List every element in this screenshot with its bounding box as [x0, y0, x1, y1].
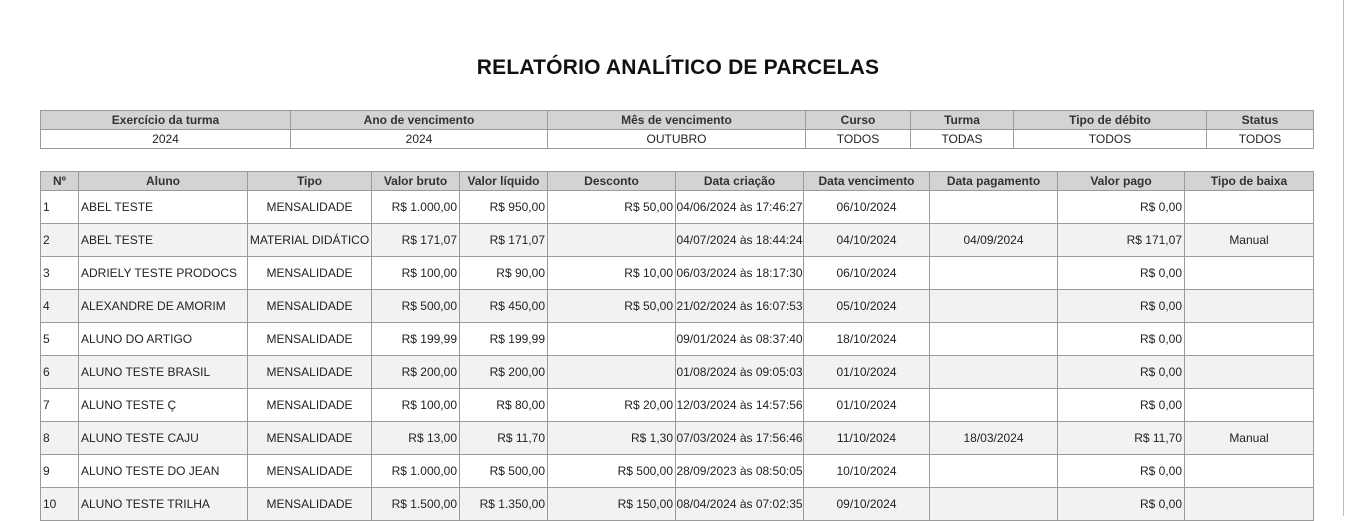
cell-tipo: MENSALIDADE [248, 488, 372, 521]
column-header-numero: Nº [41, 172, 79, 191]
filters-header-row [41, 111, 1314, 130]
cell-valor-liquido: R$ 171,07 [460, 224, 548, 257]
cell-tipo: MENSALIDADE [248, 422, 372, 455]
cell-numero: 5 [41, 323, 79, 356]
filter-value-ano: 2024 [291, 130, 548, 149]
table-row [41, 422, 1314, 455]
cell-numero: 3 [41, 257, 79, 290]
filter-header-ano: Ano de vencimento [291, 111, 548, 130]
column-header-desconto: Desconto [548, 172, 676, 191]
column-header-tipo-baixa: Tipo de baixa [1185, 172, 1314, 191]
cell-valor-bruto: R$ 100,00 [372, 389, 460, 422]
filter-header-exercicio: Exercício da turma [41, 111, 291, 130]
cell-tipo: MENSALIDADE [248, 290, 372, 323]
cell-aluno: ALUNO TESTE Ç [79, 389, 248, 422]
cell-data-criacao: 28/09/2023 às 08:50:05 [676, 455, 804, 488]
report-body [41, 191, 1314, 521]
cell-numero: 6 [41, 356, 79, 389]
cell-valor-pago: R$ 0,00 [1058, 488, 1185, 521]
cell-tipo: MENSALIDADE [248, 389, 372, 422]
cell-desconto: R$ 150,00 [548, 488, 676, 521]
cell-data-criacao: 06/03/2024 às 18:17:30 [676, 257, 804, 290]
table-row [41, 290, 1314, 323]
cell-desconto [548, 323, 676, 356]
cell-tipo-baixa: Manual [1185, 224, 1314, 257]
filter-value-curso: TODOS [806, 130, 911, 149]
cell-tipo: MENSALIDADE [248, 356, 372, 389]
table-row [41, 191, 1314, 224]
cell-data-criacao: 12/03/2024 às 14:57:56 [676, 389, 804, 422]
cell-valor-bruto: R$ 1.500,00 [372, 488, 460, 521]
cell-valor-pago: R$ 0,00 [1058, 257, 1185, 290]
cell-tipo-baixa [1185, 389, 1314, 422]
cell-valor-liquido: R$ 200,00 [460, 356, 548, 389]
cell-data-criacao: 09/01/2024 às 08:37:40 [676, 323, 804, 356]
cell-numero: 7 [41, 389, 79, 422]
cell-valor-pago: R$ 0,00 [1058, 191, 1185, 224]
cell-aluno: ALEXANDRE DE AMORIM [79, 290, 248, 323]
report-table [40, 171, 1314, 521]
cell-valor-bruto: R$ 13,00 [372, 422, 460, 455]
cell-tipo: MATERIAL DIDÁTICO [248, 224, 372, 257]
cell-valor-liquido: R$ 500,00 [460, 455, 548, 488]
cell-tipo: MENSALIDADE [248, 323, 372, 356]
filters-table [40, 110, 1314, 149]
column-header-aluno: Aluno [79, 172, 248, 191]
cell-valor-bruto: R$ 100,00 [372, 257, 460, 290]
cell-valor-bruto: R$ 200,00 [372, 356, 460, 389]
cell-valor-liquido: R$ 199,99 [460, 323, 548, 356]
cell-valor-pago: R$ 0,00 [1058, 389, 1185, 422]
cell-desconto: R$ 10,00 [548, 257, 676, 290]
cell-aluno: ALUNO TESTE DO JEAN [79, 455, 248, 488]
cell-desconto: R$ 500,00 [548, 455, 676, 488]
cell-data-criacao: 08/04/2024 às 07:02:35 [676, 488, 804, 521]
cell-tipo-baixa [1185, 191, 1314, 224]
cell-tipo: MENSALIDADE [248, 191, 372, 224]
filter-header-tipo-debito: Tipo de débito [1014, 111, 1207, 130]
column-header-data-vencimento: Data vencimento [804, 172, 930, 191]
column-header-tipo: Tipo [248, 172, 372, 191]
cell-desconto: R$ 50,00 [548, 191, 676, 224]
cell-desconto [548, 224, 676, 257]
column-header-valor-bruto: Valor bruto [372, 172, 460, 191]
cell-tipo-baixa [1185, 323, 1314, 356]
table-row [41, 224, 1314, 257]
filter-value-tipo-debito: TODOS [1014, 130, 1207, 149]
cell-desconto: R$ 50,00 [548, 290, 676, 323]
cell-data-pagamento: 04/09/2024 [930, 224, 1058, 257]
filter-header-turma: Turma [911, 111, 1014, 130]
cell-aluno: ABEL TESTE [79, 224, 248, 257]
cell-data-criacao: 04/07/2024 às 18:44:24 [676, 224, 804, 257]
cell-tipo: MENSALIDADE [248, 455, 372, 488]
cell-data-criacao: 04/06/2024 às 17:46:27 [676, 191, 804, 224]
cell-valor-liquido: R$ 90,00 [460, 257, 548, 290]
cell-tipo-baixa [1185, 257, 1314, 290]
cell-valor-bruto: R$ 1.000,00 [372, 455, 460, 488]
filter-value-exercicio: 2024 [41, 130, 291, 149]
cell-valor-liquido: R$ 80,00 [460, 389, 548, 422]
table-row [41, 389, 1314, 422]
cell-valor-pago: R$ 171,07 [1058, 224, 1185, 257]
cell-data-criacao: 21/02/2024 às 16:07:53 [676, 290, 804, 323]
cell-valor-bruto: R$ 171,07 [372, 224, 460, 257]
filter-header-curso: Curso [806, 111, 911, 130]
cell-desconto [548, 356, 676, 389]
cell-data-vencimento: 11/10/2024 [804, 422, 930, 455]
cell-valor-pago: R$ 0,00 [1058, 455, 1185, 488]
filter-header-mes: Mês de vencimento [548, 111, 806, 130]
cell-data-vencimento: 09/10/2024 [804, 488, 930, 521]
cell-data-vencimento: 06/10/2024 [804, 191, 930, 224]
cell-data-pagamento: 18/03/2024 [930, 422, 1058, 455]
filter-value-status: TODOS [1207, 130, 1314, 149]
filter-header-status: Status [1207, 111, 1314, 130]
cell-tipo-baixa [1185, 356, 1314, 389]
cell-data-vencimento: 01/10/2024 [804, 389, 930, 422]
filter-value-mes: OUTUBRO [548, 130, 806, 149]
report-header-row [41, 172, 1314, 191]
cell-desconto: R$ 1,30 [548, 422, 676, 455]
cell-data-vencimento: 01/10/2024 [804, 356, 930, 389]
cell-data-pagamento [930, 323, 1058, 356]
column-header-valor-liquido: Valor líquido [460, 172, 548, 191]
cell-valor-pago: R$ 0,00 [1058, 323, 1185, 356]
page-title: RELATÓRIO ANALÍTICO DE PARCELAS [476, 56, 880, 79]
cell-data-vencimento: 05/10/2024 [804, 290, 930, 323]
cell-valor-bruto: R$ 199,99 [372, 323, 460, 356]
cell-data-pagamento [930, 389, 1058, 422]
cell-valor-pago: R$ 0,00 [1058, 290, 1185, 323]
column-header-data-criacao: Data criação [676, 172, 804, 191]
cell-data-pagamento [930, 290, 1058, 323]
cell-aluno: ALUNO DO ARTIGO [79, 323, 248, 356]
cell-data-pagamento [930, 191, 1058, 224]
cell-data-vencimento: 04/10/2024 [804, 224, 930, 257]
cell-data-pagamento [930, 455, 1058, 488]
cell-tipo: MENSALIDADE [248, 257, 372, 290]
cell-data-criacao: 01/08/2024 às 09:05:03 [676, 356, 804, 389]
cell-data-pagamento [930, 257, 1058, 290]
cell-valor-liquido: R$ 1.350,00 [460, 488, 548, 521]
cell-valor-bruto: R$ 1.000,00 [372, 191, 460, 224]
cell-aluno: ADRIELY TESTE PRODOCS [79, 257, 248, 290]
filter-value-turma: TODAS [911, 130, 1014, 149]
cell-desconto: R$ 20,00 [548, 389, 676, 422]
table-row [41, 257, 1314, 290]
cell-numero: 8 [41, 422, 79, 455]
table-row [41, 356, 1314, 389]
cell-numero: 9 [41, 455, 79, 488]
cell-data-vencimento: 10/10/2024 [804, 455, 930, 488]
cell-tipo-baixa [1185, 290, 1314, 323]
cell-data-criacao: 07/03/2024 às 17:56:46 [676, 422, 804, 455]
cell-valor-pago: R$ 0,00 [1058, 356, 1185, 389]
cell-tipo-baixa: Manual [1185, 422, 1314, 455]
table-row [41, 323, 1314, 356]
cell-numero: 4 [41, 290, 79, 323]
cell-numero: 2 [41, 224, 79, 257]
cell-aluno: ABEL TESTE [79, 191, 248, 224]
column-header-data-pagamento: Data pagamento [930, 172, 1058, 191]
cell-valor-bruto: R$ 500,00 [372, 290, 460, 323]
cell-tipo-baixa [1185, 455, 1314, 488]
cell-data-pagamento [930, 356, 1058, 389]
filters-value-row [41, 130, 1314, 149]
cell-data-vencimento: 18/10/2024 [804, 323, 930, 356]
cell-valor-liquido: R$ 11,70 [460, 422, 548, 455]
cell-valor-liquido: R$ 450,00 [460, 290, 548, 323]
cell-valor-liquido: R$ 950,00 [460, 191, 548, 224]
cell-numero: 1 [41, 191, 79, 224]
cell-aluno: ALUNO TESTE TRILHA [79, 488, 248, 521]
cell-aluno: ALUNO TESTE CAJU [79, 422, 248, 455]
cell-aluno: ALUNO TESTE BRASIL [79, 356, 248, 389]
column-header-valor-pago: Valor pago [1058, 172, 1185, 191]
cell-numero: 10 [41, 488, 79, 521]
cell-valor-pago: R$ 11,70 [1058, 422, 1185, 455]
cell-data-vencimento: 06/10/2024 [804, 257, 930, 290]
table-row [41, 455, 1314, 488]
